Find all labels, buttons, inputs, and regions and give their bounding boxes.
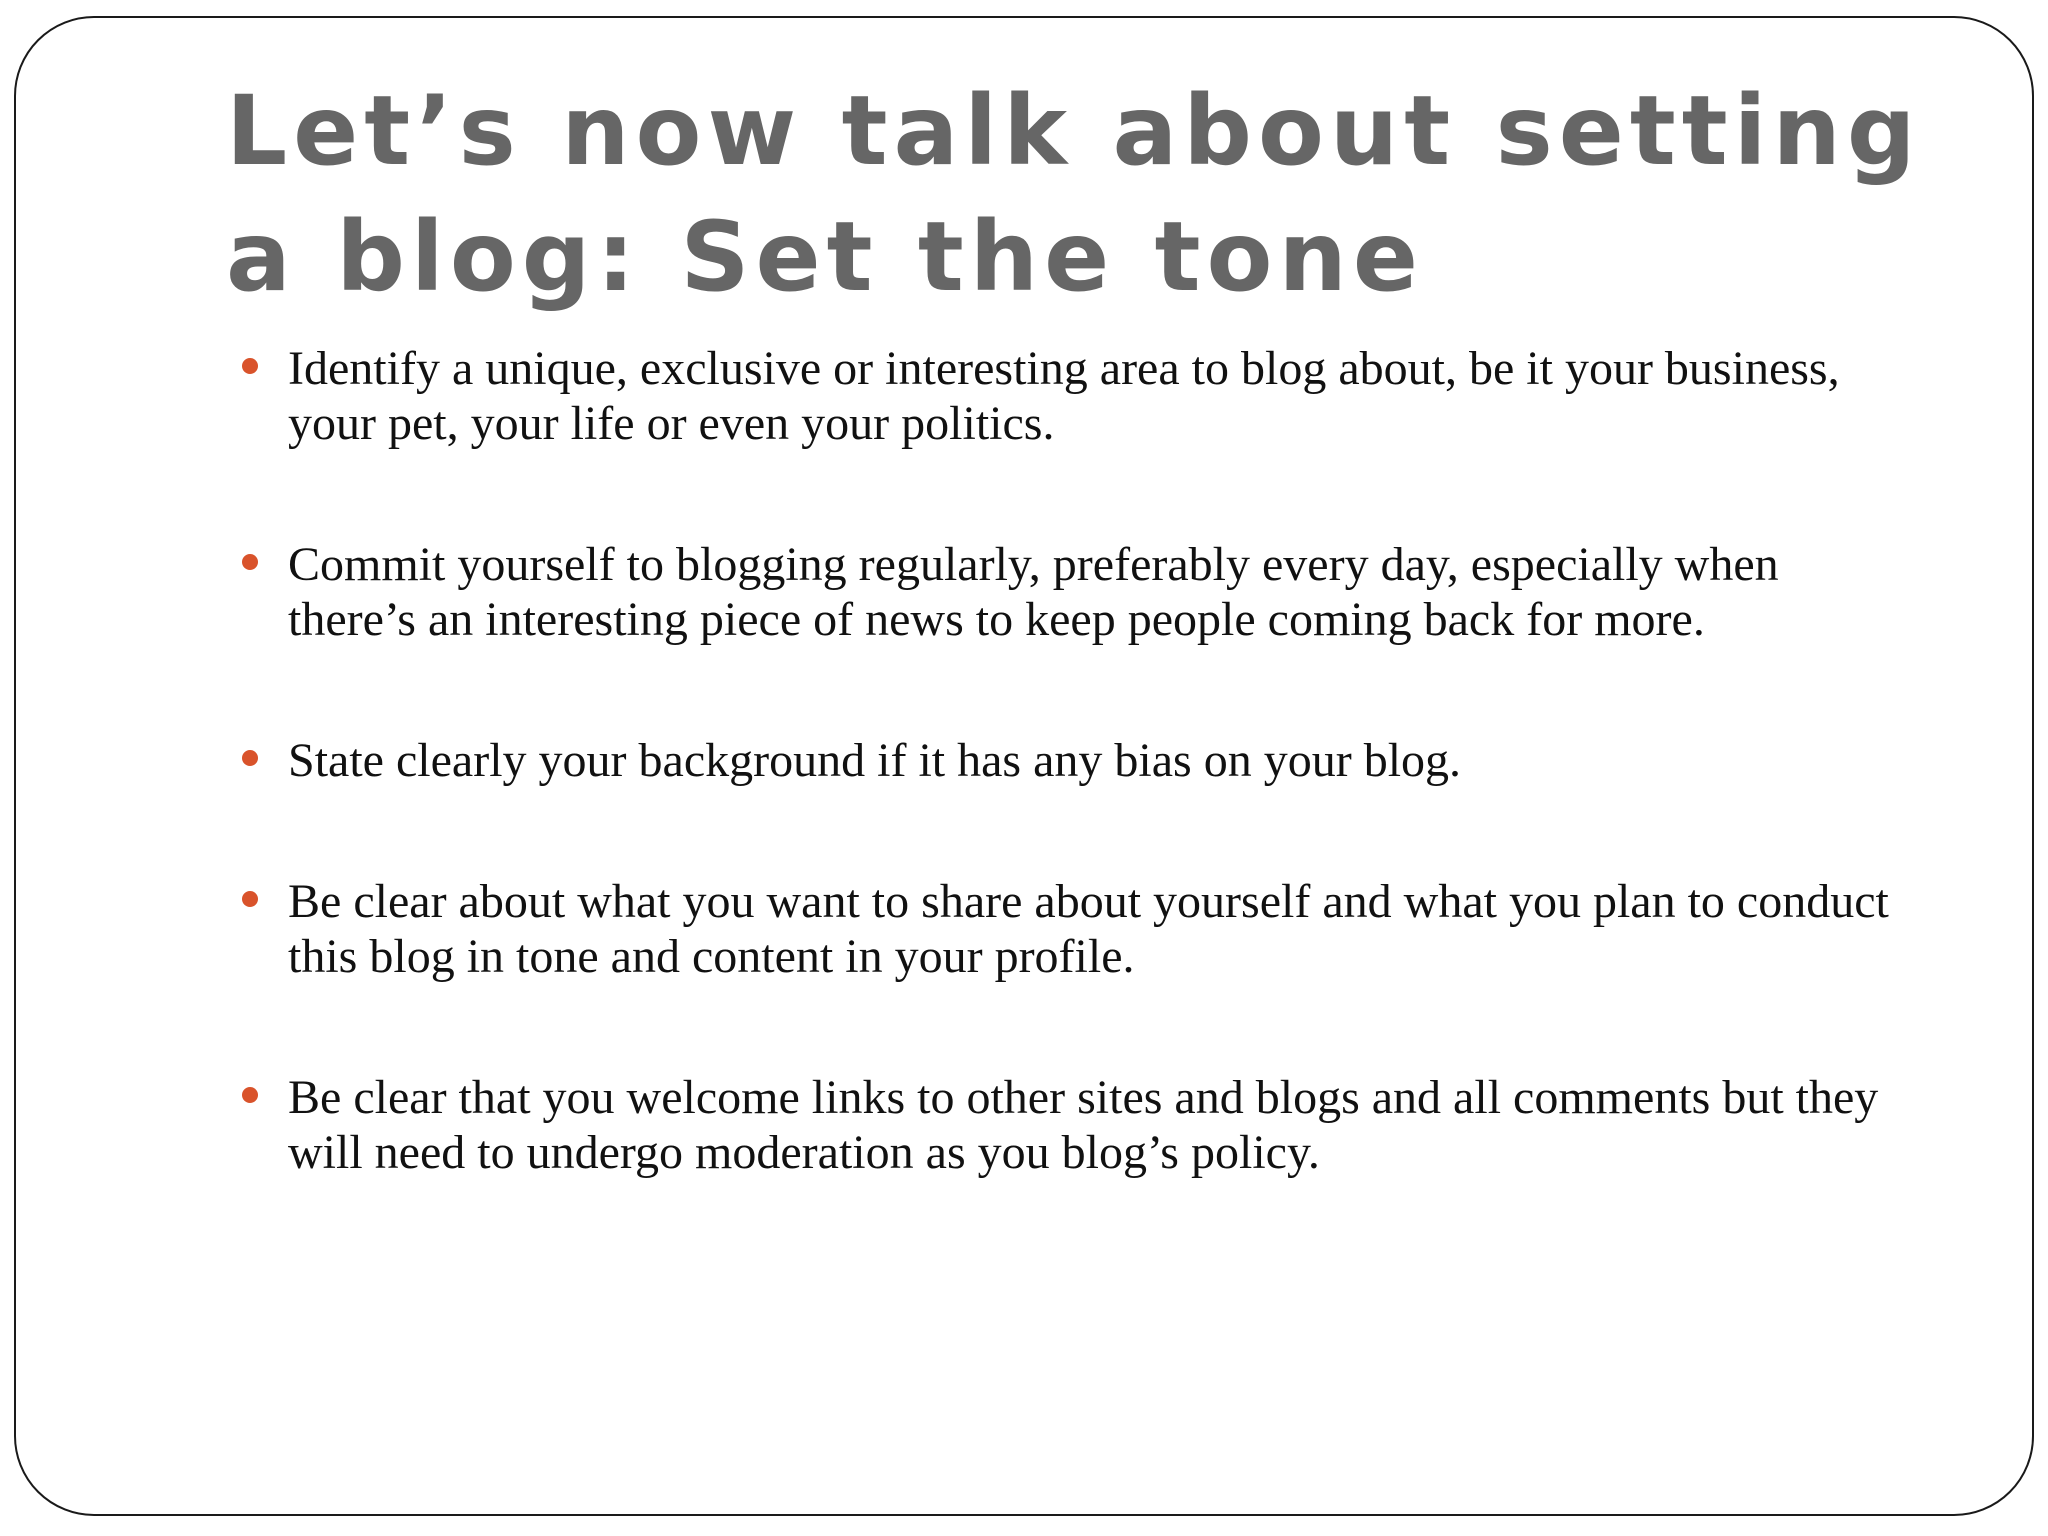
bullet-item bbox=[226, 874, 1906, 984]
bullet-item bbox=[226, 733, 1906, 788]
bullet-item bbox=[226, 1070, 1906, 1180]
bullet-item bbox=[226, 537, 1906, 647]
bullet-dot-icon bbox=[242, 891, 258, 907]
bullet-text: Identify a unique, exclusive or interesting area to blog about, be it your business, your pet, your life or even your politics. bbox=[288, 342, 1840, 450]
bullet-text: Commit yourself to blogging regularly, preferably every day, especially when there’s an interesting piece of news to keep people coming back for more. bbox=[288, 538, 1779, 646]
bullet-text: Be clear that you welcome links to other sites and blogs and all comments but they will need to undergo moderation as you blog’s policy. bbox=[288, 1071, 1879, 1179]
bullet-text: State clearly your background if it has any bias on your blog. bbox=[288, 734, 1462, 787]
bullet-dot-icon bbox=[242, 750, 258, 766]
bullet-text: Be clear about what you want to share about yourself and what you plan to conduct this blog in tone and content in your profile. bbox=[288, 875, 1889, 983]
bullet-item bbox=[226, 341, 1906, 451]
slide-title: Let’s now talk about setting a blog: Set the tone bbox=[226, 75, 1922, 313]
bullet-dot-icon bbox=[242, 1087, 258, 1103]
bullet-dot-icon bbox=[242, 358, 258, 374]
slide bbox=[14, 16, 2034, 1516]
bullet-dot-icon bbox=[242, 554, 258, 570]
bullet-list bbox=[226, 341, 1906, 1266]
